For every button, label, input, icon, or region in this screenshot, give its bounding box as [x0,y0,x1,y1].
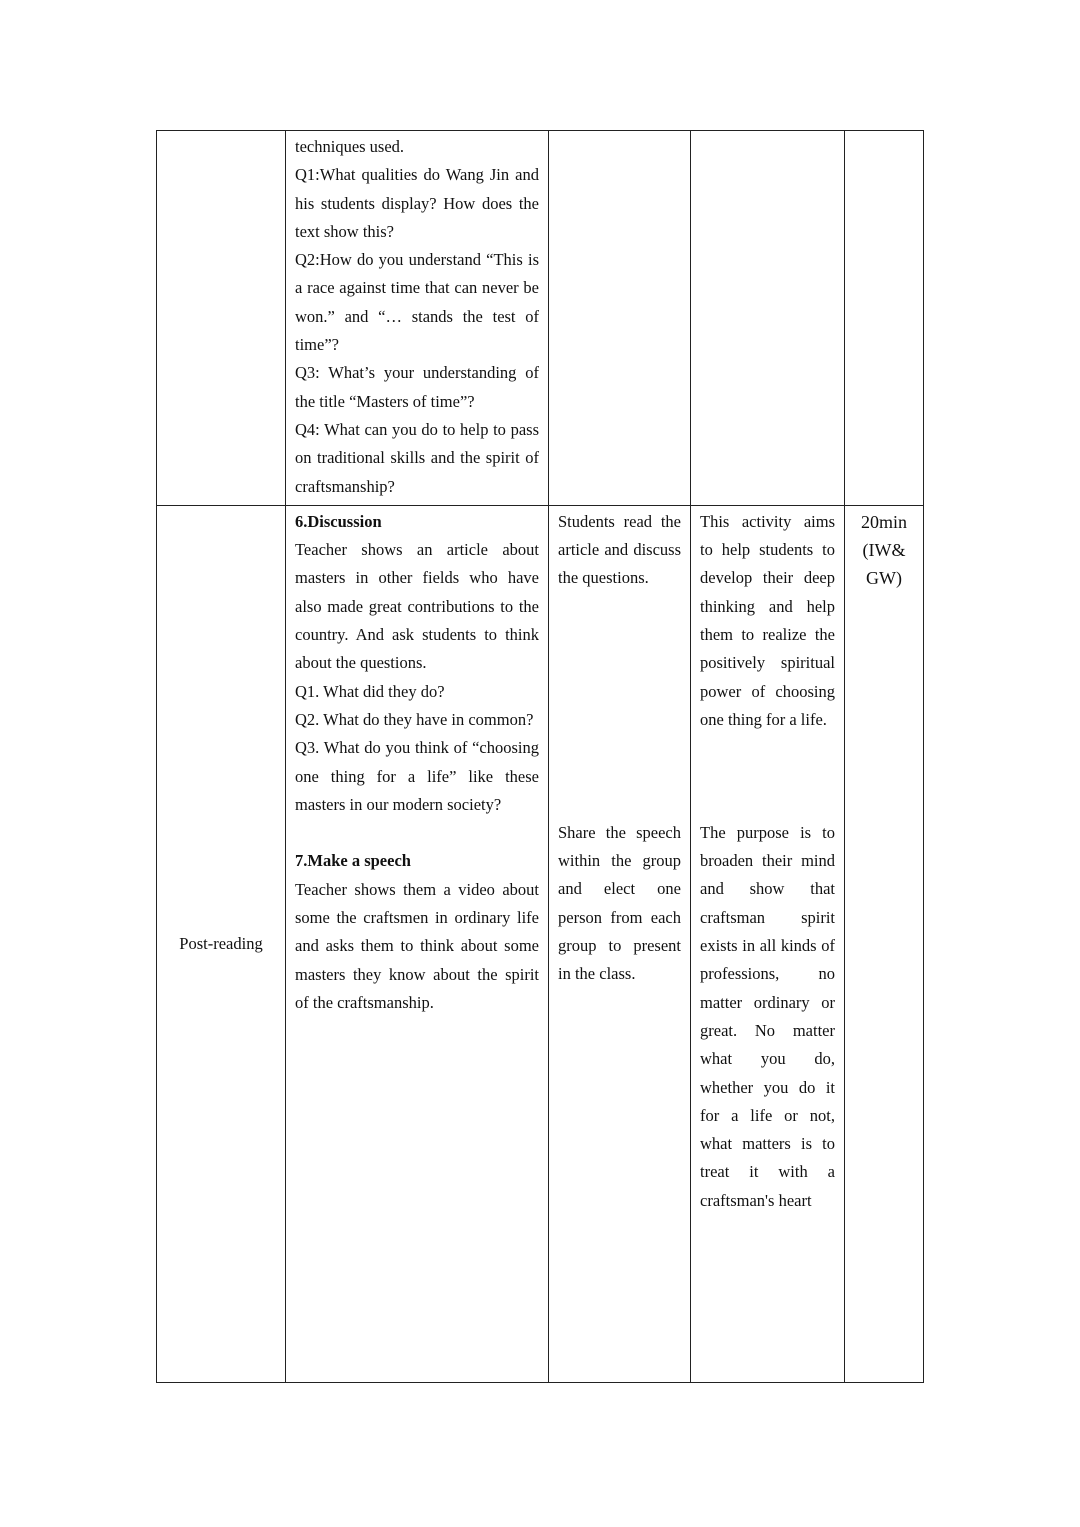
question-item: Q1:What qualities do Wang Jin and his students display? How does the text show this? [295,165,539,241]
purpose-cell [691,131,845,506]
discussion-intro: Teacher shows an article about masters in other fields who have also made great contributions to the country. And ask students to think about the questions. [295,540,539,673]
discussion-student-activity: Students read the article and discuss the questions. [558,511,681,588]
question-item: Q3: What’s your understanding of the title “Masters of time”? [295,363,539,411]
speech-heading: 7.Make a speech [295,851,411,871]
lesson-plan-table [156,130,924,1383]
table-row [157,505,924,1382]
teacher-activity-cell [286,505,549,1382]
speech-student-activity: Share the speech within the group and elect one person from each group to present in the class. [558,822,681,984]
purpose-cell [691,505,845,1382]
continued-text: techniques used. [295,137,405,156]
teacher-activity-cell [286,131,549,506]
spacer [295,819,539,847]
question-item: Q4: What can you do to help to pass on traditional skills and the spirit of craftsmanship? [295,419,539,496]
stage-label: Post-reading [157,505,286,1382]
table-row [157,131,924,506]
time-label: 20min (IW& GW) [845,505,924,1382]
stage-cell [157,131,286,506]
question-item: Q2. What do they have in common? [295,709,534,729]
question-item: Q3. What do you think of “choosing one thing for a life” like these masters in our modern society? [295,738,539,814]
time-cell [845,131,924,506]
discussion-purpose: This activity aims to help students to develop their deep thinking and help them to realize the positively spiritual power of choosing one thing for a life. [700,511,835,729]
question-item: Q1. What did they do? [295,681,445,701]
student-activity-cell [549,505,691,1382]
student-activity-cell [549,131,691,506]
discussion-heading: 6.Discussion [295,511,382,531]
question-item: Q2:How do you understand “This is a race against time that can never be won.” and “… stands the test of time”? [295,250,539,355]
speech-intro: Teacher shows them a video about some the craftsmen in ordinary life and asks them to think about some masters they know about the spirit of the craftsmanship. [295,879,539,1012]
speech-purpose: The purpose is to broaden their mind and show that craftsman spirit exists in all kinds of professions, no matter ordinary or great. No matter what you do, whether you do it for a life or not, what matters is to treat it with a craftsman's heart [700,822,835,1210]
